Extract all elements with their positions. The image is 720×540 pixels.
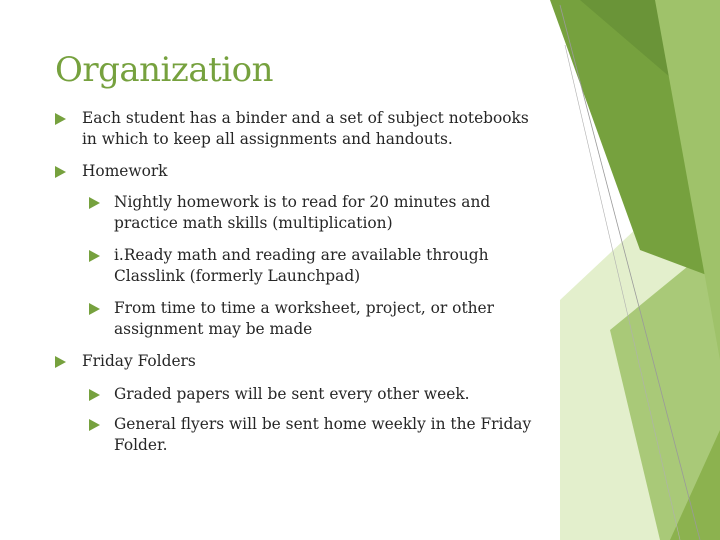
bullet-text: Each student has a binder and a set of subject notebooks in which to keep all assignments and handouts. bbox=[82, 109, 529, 148]
bullet-arrow-icon bbox=[89, 389, 100, 401]
bullet-arrow-icon bbox=[89, 250, 100, 262]
bullet-arrow-icon bbox=[89, 419, 100, 431]
bullet-arrow-icon bbox=[55, 356, 66, 368]
bullet-text: General flyers will be sent home weekly in the Friday Folder. bbox=[114, 415, 532, 454]
sub-bullet-iready bbox=[89, 245, 544, 287]
bullet-text: Graded papers will be sent every other week. bbox=[114, 385, 470, 403]
sub-bullet-nightly-homework bbox=[89, 192, 544, 234]
bullet-friday-folders bbox=[55, 351, 542, 372]
sub-bullet-worksheet bbox=[89, 298, 544, 340]
bullet-binder bbox=[55, 108, 542, 150]
sub-bullet-graded-papers bbox=[89, 384, 544, 405]
bullet-text: From time to time a worksheet, project, or other assignment may be made bbox=[114, 299, 495, 338]
bullet-arrow-icon bbox=[55, 113, 66, 125]
bullet-text: Homework bbox=[82, 162, 168, 180]
bullet-homework bbox=[55, 161, 542, 182]
slide-title: Organization bbox=[55, 50, 274, 90]
sub-bullet-general-flyers bbox=[89, 414, 544, 456]
bullet-arrow-icon bbox=[89, 197, 100, 209]
bullet-arrow-icon bbox=[55, 166, 66, 178]
bullet-arrow-icon bbox=[89, 303, 100, 315]
bullet-text: i.Ready math and reading are available through Classlink (formerly Launchpad) bbox=[114, 246, 489, 285]
bullet-text: Friday Folders bbox=[82, 352, 196, 370]
bullet-text: Nightly homework is to read for 20 minutes and practice math skills (multiplication) bbox=[114, 193, 491, 232]
